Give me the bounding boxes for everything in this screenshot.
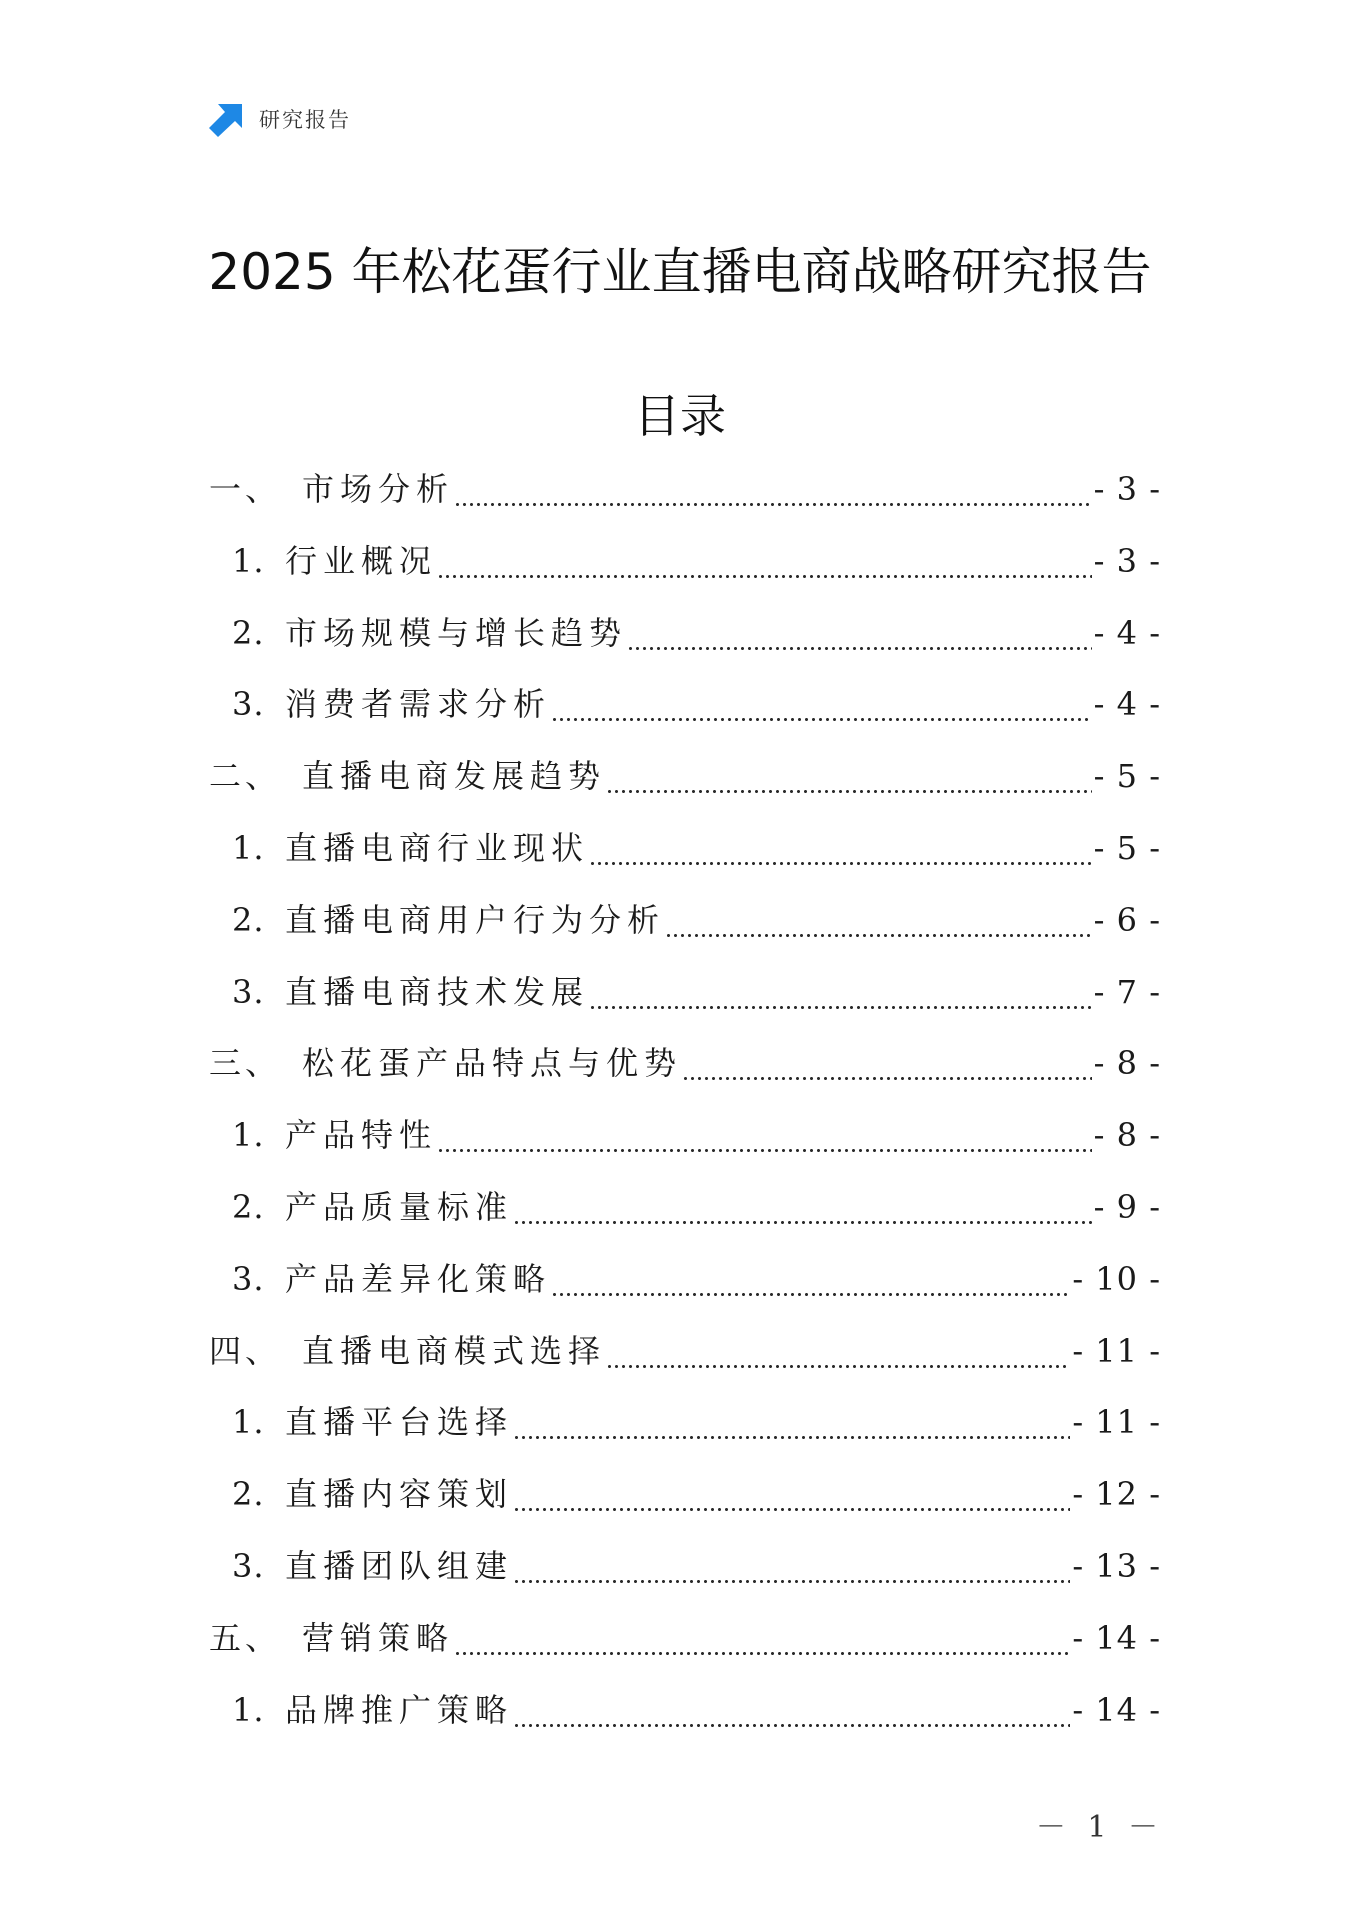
toc-dot-leader (513, 1185, 1092, 1229)
toc-entry-number: 3. (232, 972, 265, 1011)
toc-dot-leader (437, 1113, 1092, 1157)
toc-chapter-entry[interactable] (209, 742, 1161, 798)
toc-entry-number: 2. (232, 1475, 265, 1514)
toc-section-entry[interactable] (232, 670, 1161, 726)
toc-entry-label: 产品差异化策略 (285, 1259, 552, 1298)
toc-section-entry[interactable] (232, 1532, 1161, 1588)
toc-chapter-entry[interactable] (209, 1317, 1161, 1373)
toc-dot-leader (454, 1616, 1070, 1660)
toc-entry-label: 产品特性 (285, 1116, 438, 1155)
arrow-up-right-icon (209, 101, 245, 137)
toc-section-entry[interactable] (232, 527, 1161, 583)
document-title: 2025 年松花蛋行业直播电商战略研究报告 (208, 243, 1152, 301)
toc-section-entry[interactable] (232, 958, 1161, 1014)
toc-entry-page: - 11 - (1072, 1331, 1161, 1370)
toc-dot-leader (513, 1400, 1070, 1444)
toc-entry-number: 1. (232, 829, 265, 867)
toc-section-entry[interactable] (232, 1245, 1161, 1301)
toc-entry-page: - 8 - (1093, 1044, 1161, 1083)
toc-dot-leader (551, 1257, 1070, 1301)
toc-entry-number: 四、 (209, 1331, 282, 1370)
toc-entry-number: 一、 (209, 470, 282, 508)
toc-entry-page: - 5 - (1093, 829, 1161, 867)
toc-entry-label: 消费者需求分析 (285, 685, 552, 724)
toc-entry-label: 松花蛋产品特点与优势 (302, 1044, 683, 1083)
toc-dot-leader (513, 1688, 1070, 1732)
toc-entry-page: - 4 - (1093, 685, 1161, 724)
toc-dot-leader (513, 1544, 1070, 1588)
page-number: － 1 － (1035, 1810, 1164, 1845)
toc-entry-label: 直播电商技术发展 (285, 972, 590, 1011)
report-header (209, 100, 351, 138)
toc-entry-label: 直播内容策划 (285, 1475, 514, 1514)
toc-entry-label: 直播电商模式选择 (302, 1331, 607, 1370)
toc-dot-leader (589, 970, 1092, 1014)
toc-entry-label: 市场规模与增长趋势 (285, 613, 628, 652)
toc-entry-number: 1. (232, 1116, 265, 1155)
toc-entry-page: - 4 - (1093, 613, 1161, 652)
toc-dot-leader (606, 1329, 1070, 1373)
toc-section-entry[interactable] (232, 599, 1161, 655)
toc-entry-number: 2. (232, 900, 265, 939)
toc-dot-leader (589, 826, 1092, 870)
toc-entry-page: - 10 - (1072, 1259, 1161, 1298)
toc-entry-number: 1. (232, 1403, 265, 1442)
toc-section-entry[interactable] (232, 1101, 1161, 1157)
toc-entry-number: 3. (232, 1547, 265, 1585)
toc-dot-leader (606, 754, 1092, 798)
toc-dot-leader (627, 611, 1092, 655)
toc-dot-leader (551, 682, 1092, 726)
toc-entry-page: - 14 - (1072, 1690, 1161, 1729)
toc-entry-number: 2. (232, 1188, 265, 1226)
toc-chapter-entry[interactable] (209, 1604, 1161, 1660)
toc-entry-number: 1. (232, 541, 265, 580)
toc-dot-leader (665, 898, 1092, 942)
toc-section-entry[interactable] (232, 886, 1161, 942)
toc-section-entry[interactable] (232, 1388, 1161, 1444)
toc-entry-label: 直播电商行业现状 (285, 829, 590, 867)
toc-section-entry[interactable] (232, 1460, 1161, 1516)
toc-entry-page: - 12 - (1072, 1475, 1161, 1514)
toc-entry-page: - 11 - (1072, 1403, 1161, 1442)
toc-entry-number: 五、 (209, 1618, 282, 1657)
toc-entry-page: - 14 - (1072, 1618, 1161, 1657)
toc-entry-number: 三、 (209, 1044, 282, 1083)
toc-chapter-entry[interactable] (209, 1029, 1161, 1085)
toc-dot-leader (437, 539, 1092, 583)
toc-entry-label: 品牌推广策略 (285, 1690, 514, 1729)
toc-entry-label: 直播团队组建 (285, 1547, 514, 1585)
toc-section-entry[interactable] (232, 1676, 1161, 1732)
toc-entry-page: - 9 - (1093, 1188, 1161, 1226)
toc-entry-label: 营销策略 (302, 1618, 455, 1657)
toc-entry-label: 市场分析 (302, 470, 455, 508)
toc-entry-label: 直播电商用户行为分析 (285, 900, 666, 939)
toc-section-entry[interactable] (232, 1173, 1161, 1229)
toc-dot-leader (513, 1472, 1070, 1516)
toc-entry-label: 产品质量标准 (285, 1188, 514, 1226)
toc-entry-label: 直播电商发展趋势 (302, 757, 607, 796)
toc-entry-label: 行业概况 (285, 541, 438, 580)
toc-entry-page: - 6 - (1093, 900, 1161, 939)
header-label: 研究报告 (259, 108, 351, 132)
toc-entry-page: - 3 - (1093, 470, 1161, 508)
toc-entry-page: - 5 - (1093, 757, 1161, 796)
toc-entry-number: 3. (232, 1259, 265, 1298)
toc-entry-label: 直播平台选择 (285, 1403, 514, 1442)
toc-heading: 目录 (634, 389, 726, 443)
toc-entry-number: 2. (232, 613, 265, 652)
toc-entry-number: 3. (232, 685, 265, 724)
toc-section-entry[interactable] (232, 814, 1161, 870)
toc-entry-page: - 3 - (1093, 541, 1161, 580)
toc-chapter-entry[interactable] (209, 455, 1161, 511)
toc-entry-page: - 7 - (1093, 972, 1161, 1011)
toc-entry-page: - 13 - (1072, 1547, 1161, 1585)
toc-entry-number: 1. (232, 1690, 265, 1729)
toc-dot-leader (454, 467, 1092, 511)
toc-dot-leader (682, 1041, 1092, 1085)
toc-entry-number: 二、 (209, 757, 282, 796)
toc-entry-page: - 8 - (1093, 1116, 1161, 1155)
